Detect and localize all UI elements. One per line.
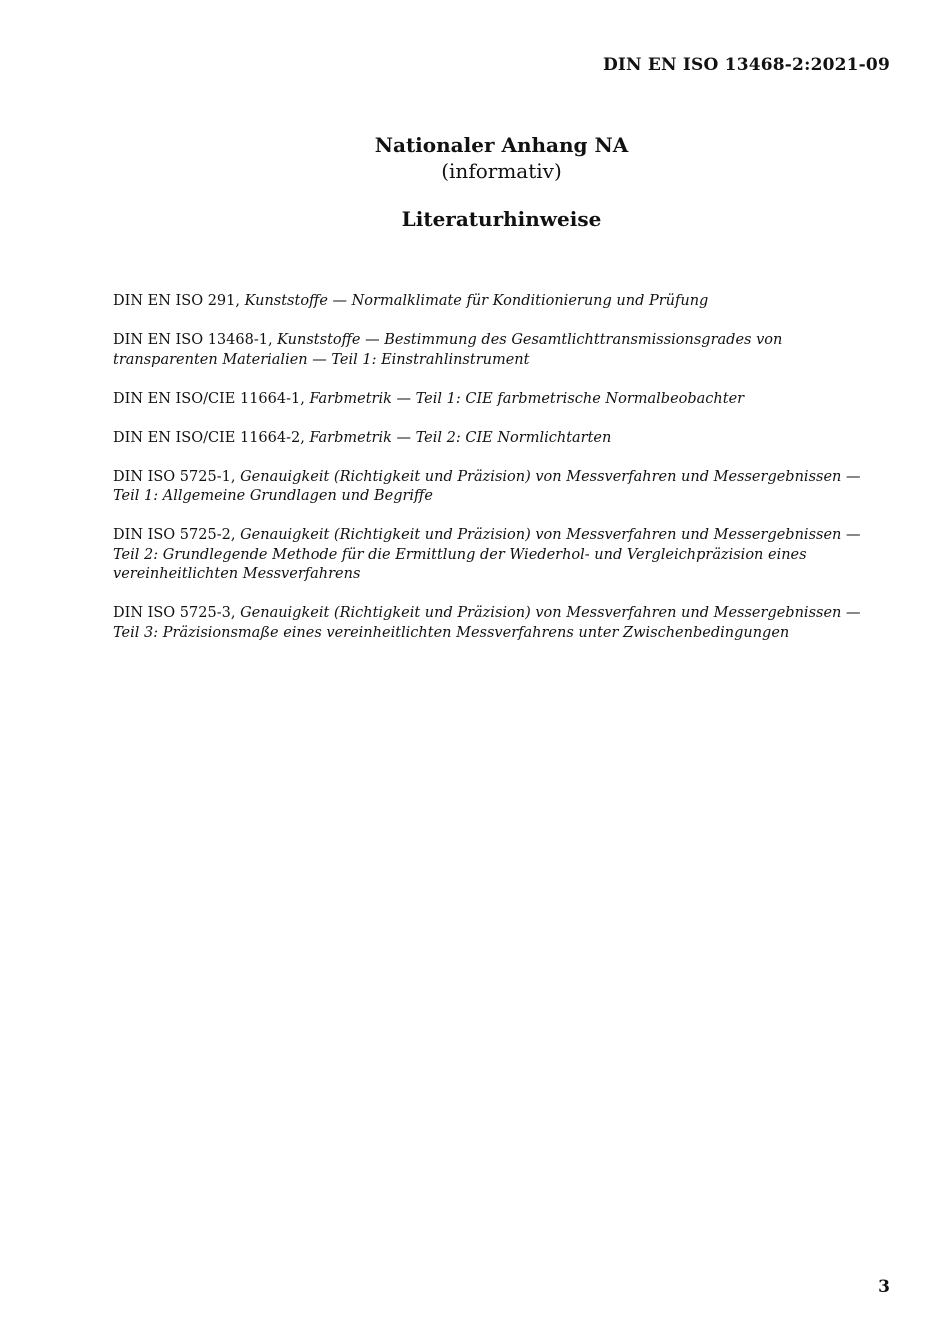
annex-header [0, 132, 950, 184]
reference-item [113, 526, 883, 585]
reference-item [113, 390, 883, 410]
reference-title: Genauigkeit (Richtigkeit und Präzision) von Messverfahren und Messergebnissen — Teil 2: Grundlegende Methode für die Ermittlung der Wiederhol- und Vergleichpräzision eines vereinheitlichten Messverfahrens [113, 527, 861, 582]
document-id: DIN EN ISO 13468-2:2021-09 [602, 55, 890, 75]
reference-item [113, 292, 883, 312]
reference-item [113, 429, 883, 449]
reference-title: Farbmetrik — Teil 2: CIE Normlichtarten [309, 429, 612, 446]
reference-code: DIN ISO 5725-2, [113, 527, 241, 543]
reference-code: DIN ISO 5725-3, [113, 605, 241, 621]
reference-item [113, 331, 883, 370]
reference-title: Genauigkeit (Richtigkeit und Präzision) von Messverfahren und Messergebnissen — Teil 3: Präzisionsmaße eines vereinheitlichten Messverfahrens unter Zwischenbedingungen [113, 605, 861, 641]
reference-code: DIN EN ISO 13468-1, [113, 332, 278, 348]
reference-title: Kunststoffe — Bestimmung des Gesamtlichttransmissionsgrades von transparenten Materialien — Teil 1: Einstrahlinstrument [113, 332, 783, 368]
reference-code: DIN ISO 5725-1, [113, 468, 241, 485]
page-number: 3 [878, 1277, 890, 1297]
reference-title: Kunststoffe — Normalklimate für Konditionierung und Prüfung [244, 293, 709, 309]
reference-item [113, 468, 883, 507]
reference-code: DIN EN ISO/CIE 11664-2, [113, 429, 310, 446]
reference-list [113, 292, 883, 663]
annex-subtitle: (informativ) [441, 159, 562, 183]
reference-code: DIN EN ISO 291, [113, 293, 245, 309]
annex-title: Nationaler Anhang NA [374, 133, 629, 157]
reference-title: Farbmetrik — Teil 1: CIE farbmetrische Normalbeobachter [309, 390, 745, 407]
reference-title: Genauigkeit (Richtigkeit und Präzision) von Messverfahren und Messergebnissen — Teil 1: Allgemeine Grundlagen und Begriffe [113, 468, 861, 504]
reference-item [113, 604, 883, 643]
section-title: Literaturhinweise [401, 207, 602, 231]
reference-code: DIN EN ISO/CIE 11664-1, [113, 390, 310, 407]
